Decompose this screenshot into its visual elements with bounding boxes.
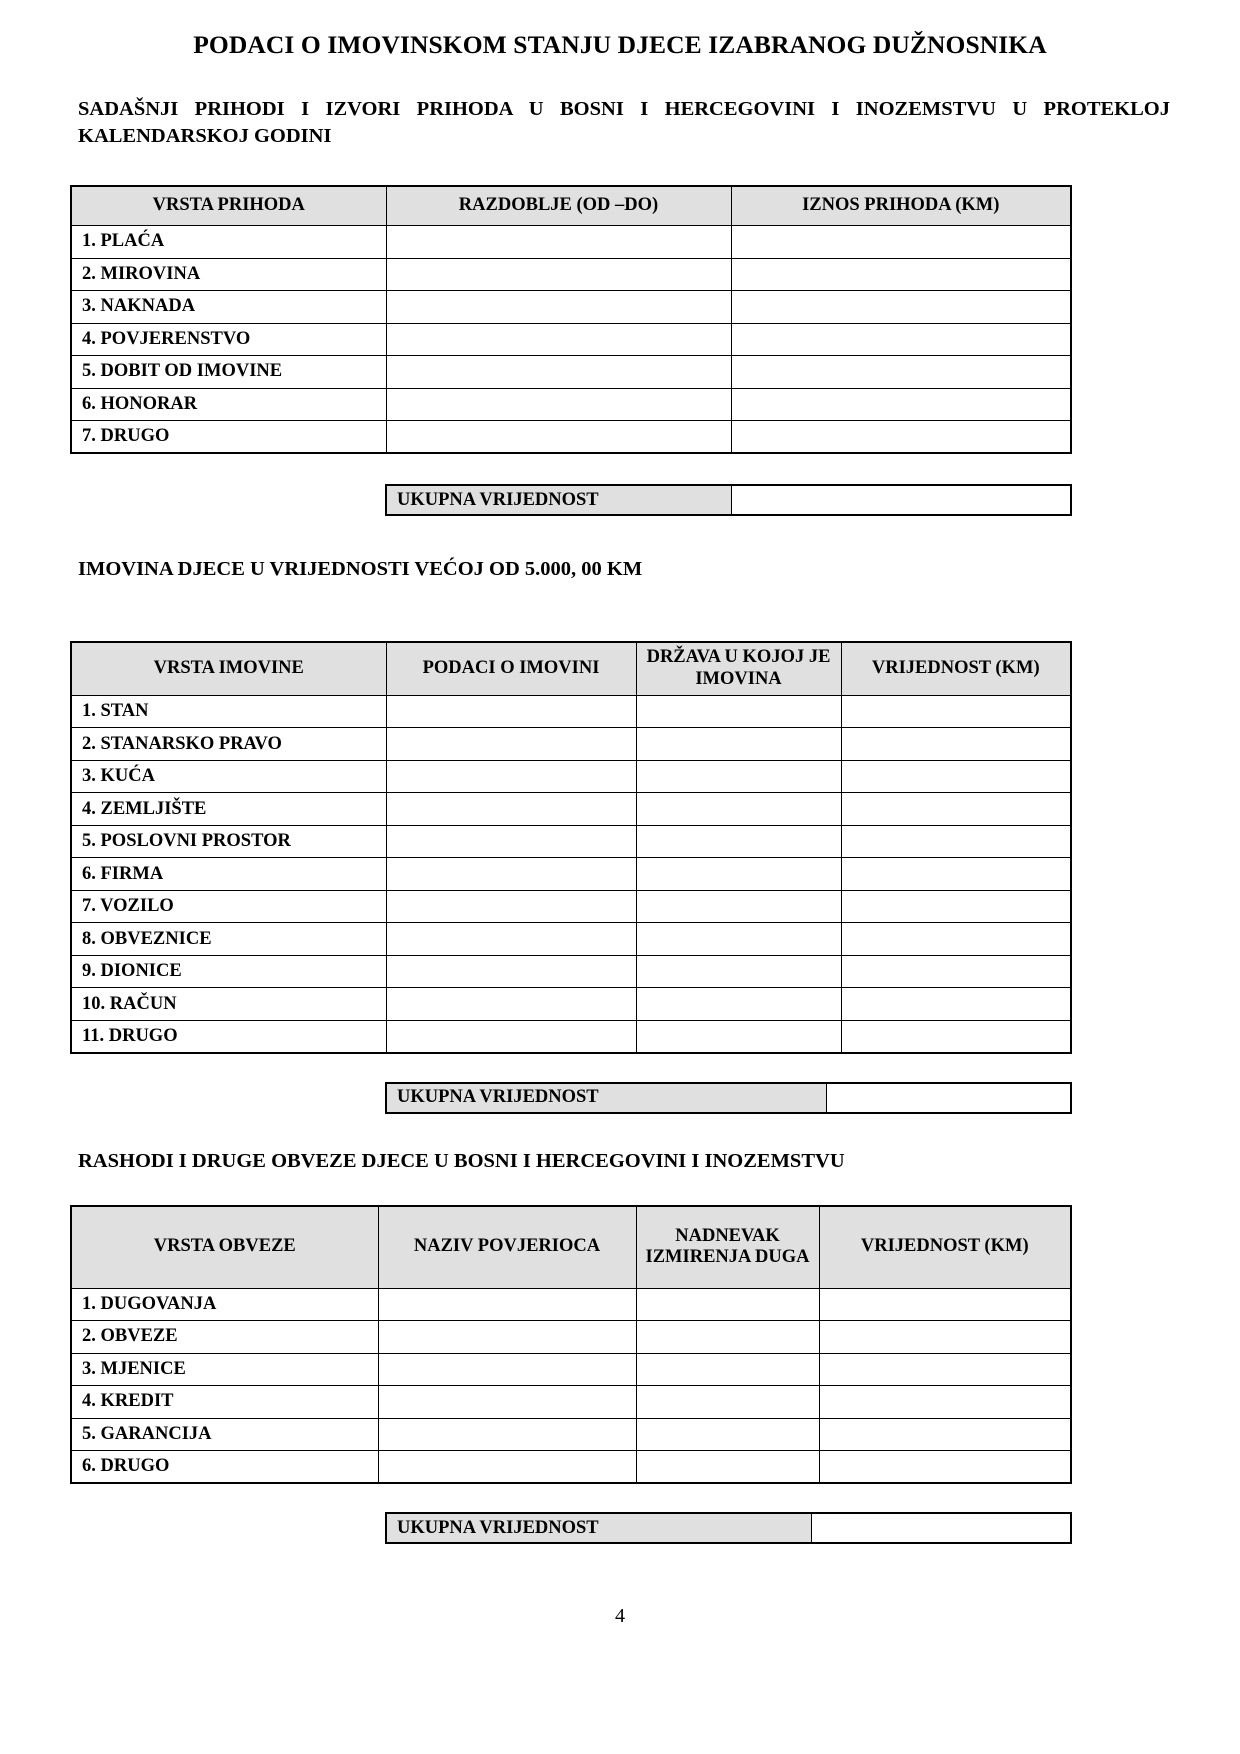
cell-podaci[interactable] — [386, 923, 636, 956]
cell-iznos[interactable] — [731, 226, 1071, 259]
total-value[interactable] — [811, 1513, 1071, 1543]
cell-iznos[interactable] — [731, 356, 1071, 389]
row-label: 5. DOBIT OD IMOVINE — [71, 356, 386, 389]
cell-podaci[interactable] — [386, 695, 636, 728]
cell-podaci[interactable] — [386, 955, 636, 988]
liabilities-total-wrapper — [0, 1512, 1240, 1544]
cell-drzava[interactable] — [636, 890, 841, 923]
table-row — [71, 890, 1071, 923]
cell-vrijednost[interactable] — [841, 825, 1071, 858]
cell-iznos[interactable] — [731, 258, 1071, 291]
table-row — [71, 955, 1071, 988]
row-label: 1. DUGOVANJA — [71, 1288, 378, 1321]
cell-naziv-povjerioca[interactable] — [378, 1418, 636, 1451]
income-total-table — [385, 484, 1072, 516]
cell-vrijednost[interactable] — [819, 1353, 1071, 1386]
table-row — [71, 1386, 1071, 1419]
cell-naziv-povjerioca[interactable] — [378, 1353, 636, 1386]
cell-vrijednost[interactable] — [841, 988, 1071, 1021]
liabilities-total-table — [385, 1512, 1072, 1544]
cell-vrijednost[interactable] — [819, 1386, 1071, 1419]
table-row — [71, 356, 1071, 389]
column-header-naziv-povjerioca: NAZIV POVJERIOCA — [378, 1206, 636, 1288]
table-row — [71, 1451, 1071, 1484]
cell-razdoblje[interactable] — [386, 388, 731, 421]
section-heading-assets: IMOVINA DJECE U VRIJEDNOSTI VEĆOJ OD 5.000, 00 KM — [78, 558, 643, 580]
total-label: UKUPNA VRIJEDNOST — [386, 485, 731, 515]
column-header-podaci-o-imovini: PODACI O IMOVINI — [386, 642, 636, 695]
row-label: 2. MIROVINA — [71, 258, 386, 291]
table-row — [71, 1288, 1071, 1321]
table-row — [71, 728, 1071, 761]
table-row — [71, 226, 1071, 259]
table-row — [71, 1020, 1071, 1053]
cell-nadnevak[interactable] — [636, 1321, 819, 1354]
cell-nadnevak[interactable] — [636, 1386, 819, 1419]
cell-iznos[interactable] — [731, 323, 1071, 356]
row-label: 6. HONORAR — [71, 388, 386, 421]
cell-vrijednost[interactable] — [841, 728, 1071, 761]
row-label: 4. KREDIT — [71, 1386, 378, 1419]
table-row — [71, 421, 1071, 454]
row-label: 1. PLAĆA — [71, 226, 386, 259]
cell-vrijednost[interactable] — [841, 890, 1071, 923]
cell-iznos[interactable] — [731, 421, 1071, 454]
cell-nadnevak[interactable] — [636, 1353, 819, 1386]
cell-naziv-povjerioca[interactable] — [378, 1451, 636, 1484]
cell-podaci[interactable] — [386, 760, 636, 793]
table-row — [71, 695, 1071, 728]
total-label: UKUPNA VRIJEDNOST — [386, 1083, 826, 1113]
assets-total-table — [385, 1082, 1072, 1114]
row-label: 4. ZEMLJIŠTE — [71, 793, 386, 826]
cell-podaci[interactable] — [386, 728, 636, 761]
cell-razdoblje[interactable] — [386, 226, 731, 259]
table-row — [71, 1353, 1071, 1386]
assets-table — [70, 641, 1072, 1054]
cell-podaci[interactable] — [386, 890, 636, 923]
cell-razdoblje[interactable] — [386, 421, 731, 454]
row-label: 2. STANARSKO PRAVO — [71, 728, 386, 761]
assets-total-wrapper — [0, 1082, 1240, 1114]
table-header-row — [71, 642, 1071, 695]
column-header-drzava: DRŽAVA U KOJOJ JE IMOVINA — [636, 642, 841, 695]
total-value[interactable] — [731, 485, 1071, 515]
row-label: 9. DIONICE — [71, 955, 386, 988]
column-header-vrsta-imovine: VRSTA IMOVINE — [71, 642, 386, 695]
cell-podaci[interactable] — [386, 825, 636, 858]
table-row — [71, 323, 1071, 356]
row-label: 4. POVJERENSTVO — [71, 323, 386, 356]
table-row — [71, 258, 1071, 291]
table-row — [71, 988, 1071, 1021]
table-row — [71, 1321, 1071, 1354]
row-label: 2. OBVEZE — [71, 1321, 378, 1354]
row-label: 11. DRUGO — [71, 1020, 386, 1053]
cell-razdoblje[interactable] — [386, 291, 731, 324]
column-header-vrsta-prihoda: VRSTA PRIHODA — [71, 186, 386, 226]
income-table — [70, 185, 1072, 455]
cell-drzava[interactable] — [636, 695, 841, 728]
cell-vrijednost[interactable] — [819, 1288, 1071, 1321]
table-header-row — [71, 186, 1071, 226]
cell-drzava[interactable] — [636, 728, 841, 761]
row-label: 5. POSLOVNI PROSTOR — [71, 825, 386, 858]
cell-drzava[interactable] — [636, 858, 841, 891]
cell-naziv-povjerioca[interactable] — [378, 1288, 636, 1321]
total-row — [386, 1513, 1071, 1543]
liabilities-table — [70, 1205, 1072, 1484]
row-label: 5. GARANCIJA — [71, 1418, 378, 1451]
table-header-row — [71, 1206, 1071, 1288]
column-header-vrijednost-km: VRIJEDNOST (KM) — [819, 1206, 1071, 1288]
table-row — [71, 923, 1071, 956]
cell-vrijednost[interactable] — [841, 760, 1071, 793]
row-label: 7. DRUGO — [71, 421, 386, 454]
column-header-razdoblje: RAZDOBLJE (OD –DO) — [386, 186, 731, 226]
cell-vrijednost[interactable] — [841, 793, 1071, 826]
table-row — [71, 1418, 1071, 1451]
cell-naziv-povjerioca[interactable] — [378, 1321, 636, 1354]
table-row — [71, 858, 1071, 891]
cell-vrijednost[interactable] — [841, 923, 1071, 956]
column-header-vrijednost: VRIJEDNOST (KM) — [841, 642, 1071, 695]
section-heading-liabilities: RASHODI I DRUGE OBVEZE DJECE U BOSNI I HERCEGOVINI I INOZEMSTVU — [78, 1149, 845, 1172]
cell-podaci[interactable] — [386, 988, 636, 1021]
row-label: 6. FIRMA — [71, 858, 386, 891]
row-label: 10. RAČUN — [71, 988, 386, 1021]
cell-vrijednost[interactable] — [841, 1020, 1071, 1053]
cell-drzava[interactable] — [636, 1020, 841, 1053]
cell-vrijednost[interactable] — [819, 1418, 1071, 1451]
cell-podaci[interactable] — [386, 1020, 636, 1053]
cell-podaci[interactable] — [386, 793, 636, 826]
row-label: 3. MJENICE — [71, 1353, 378, 1386]
cell-razdoblje[interactable] — [386, 323, 731, 356]
page-number: 4 — [615, 1605, 625, 1627]
cell-vrijednost[interactable] — [841, 695, 1071, 728]
cell-vrijednost[interactable] — [841, 955, 1071, 988]
cell-drzava[interactable] — [636, 923, 841, 956]
column-header-vrsta-obveze: VRSTA OBVEZE — [71, 1206, 378, 1288]
cell-drzava[interactable] — [636, 760, 841, 793]
income-total-wrapper — [0, 484, 1240, 516]
cell-drzava[interactable] — [636, 793, 841, 826]
cell-iznos[interactable] — [731, 291, 1071, 324]
income-table-wrapper — [0, 185, 1240, 455]
total-value[interactable] — [826, 1083, 1071, 1113]
cell-drzava[interactable] — [636, 825, 841, 858]
cell-vrijednost[interactable] — [819, 1321, 1071, 1354]
cell-iznos[interactable] — [731, 388, 1071, 421]
row-label: 3. NAKNADA — [71, 291, 386, 324]
row-label: 1. STAN — [71, 695, 386, 728]
table-row — [71, 825, 1071, 858]
cell-nadnevak[interactable] — [636, 1418, 819, 1451]
table-row — [71, 291, 1071, 324]
column-header-iznos-prihoda: IZNOS PRIHODA (KM) — [731, 186, 1071, 226]
assets-table-wrapper — [0, 641, 1240, 1054]
table-row — [71, 388, 1071, 421]
row-label: 6. DRUGO — [71, 1451, 378, 1484]
cell-vrijednost[interactable] — [841, 858, 1071, 891]
row-label: 7. VOZILO — [71, 890, 386, 923]
cell-naziv-povjerioca[interactable] — [378, 1386, 636, 1419]
cell-nadnevak[interactable] — [636, 1288, 819, 1321]
total-label: UKUPNA VRIJEDNOST — [386, 1513, 811, 1543]
cell-vrijednost[interactable] — [819, 1451, 1071, 1484]
section-heading-income: SADAŠNJI PRIHODI I IZVORI PRIHODA U BOSNI I HERCEGOVINI I INOZEMSTVU U PROTEKLOJ KALENDARSKOJ GODINI — [78, 98, 1170, 148]
table-row — [71, 760, 1071, 793]
cell-nadnevak[interactable] — [636, 1451, 819, 1484]
cell-drzava[interactable] — [636, 988, 841, 1021]
table-row — [71, 793, 1071, 826]
cell-podaci[interactable] — [386, 858, 636, 891]
row-label: 8. OBVEZNICE — [71, 923, 386, 956]
cell-razdoblje[interactable] — [386, 258, 731, 291]
total-row — [386, 1083, 1071, 1113]
total-row — [386, 485, 1071, 515]
column-header-nadnevak: NADNEVAK IZMIRENJA DUGA — [636, 1206, 819, 1288]
cell-drzava[interactable] — [636, 955, 841, 988]
cell-razdoblje[interactable] — [386, 356, 731, 389]
liabilities-table-wrapper — [0, 1205, 1240, 1484]
row-label: 3. KUĆA — [71, 760, 386, 793]
page-title: PODACI O IMOVINSKOM STANJU DJECE IZABRANOG DUŽNOSNIKA — [193, 30, 1047, 59]
